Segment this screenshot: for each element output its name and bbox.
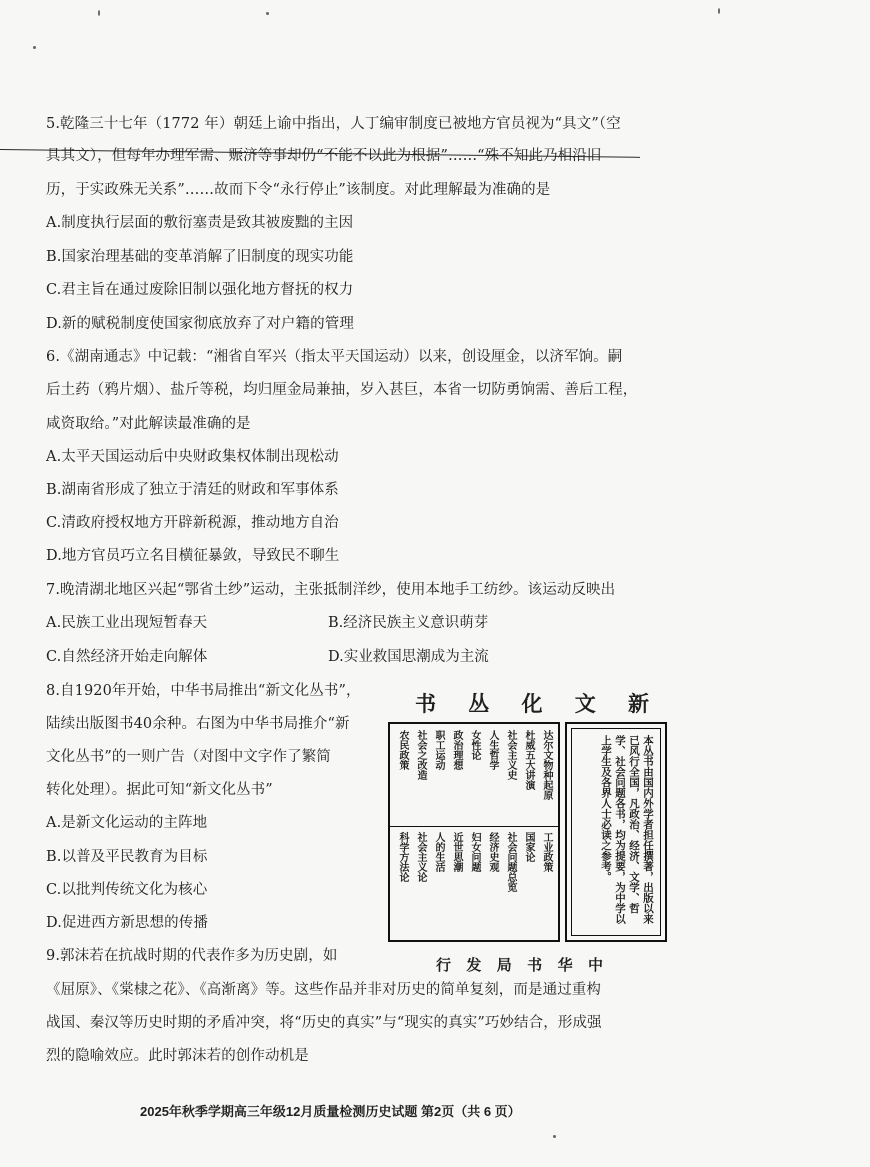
q6-stem-line-1: 6.《湖南通志》中记载：“湘省自军兴（指太平天国运动）以来，创设厘金，以济军饷。嗣 [46,349,623,365]
advert-publisher [436,954,606,975]
advert-book-title: 近世思潮 [451,832,462,872]
advert-book-title: 达尔文物种起原 [541,730,552,800]
advert-title-char: 书 [415,691,442,716]
q6-stem-line-3: 咸资取给。”对此解读最准确的是 [46,416,251,432]
q9-stem-line-4: 烈的隐喻效应。此时郭沫若的创作动机是 [46,1048,309,1064]
advert-book-title: 农民政策 [397,730,408,770]
q9-stem-line-2: 《屈原》、《棠棣之花》、《高渐离》等。这些作品并非对历史的简单复刻，而是通过重构 [46,982,601,998]
advert-publisher-char: 华 [557,956,576,974]
q9-stem-line-3: 战国、秦汉等历史时期的矛盾冲突，将“历史的真实”与“现实的真实”巧妙结合，形成强 [46,1015,602,1031]
q5-option-c: C.君主旨在通过废除旧制以强化地方督抚的权力 [46,282,354,298]
advert-title-char: 新 [628,691,655,716]
q9-stem-line-1: 9.郭沫若在抗战时期的代表作多为历史剧，如 [46,948,338,964]
advert-publisher-char: 行 [436,956,455,974]
q7-stem: 7.晚清湖北地区兴起“鄂省土纱”运动，主张抵制洋纱，使用本地手工纺纱。该运动反映出 [46,582,616,598]
scan-speck [553,1135,556,1138]
advert-title-char: 化 [521,691,549,716]
advert-book-title: 妇女问题 [469,832,480,872]
q5-option-a: A.制度执行层面的敷衍塞责是致其被废黜的主因 [46,215,354,231]
q8-stem-line-3: 文化丛书”的一则广告（对图中文字作了繁简 [46,749,331,765]
scan-speck [266,12,269,15]
q6-option-b: B.湖南省形成了独立于清廷的财政和军事体系 [46,482,339,498]
q6-option-a: A.太平天国运动后中央财政集权体制出现松动 [46,449,339,465]
advert-book-title: 社会问题总览 [505,832,516,892]
advert-title-char: 文 [574,691,602,716]
q8-option-b: B.以普及平民教育为目标 [46,849,208,865]
q6-option-d: D.地方官员巧立名目横征暴敛，导致民不聊生 [46,548,340,564]
q8-option-a: A.是新文化运动的主阵地 [46,815,208,831]
advert-book-list [388,722,560,942]
q8-stem-line-1: 8.自1920年开始，中华书局推出“新文化丛书”， [46,683,361,699]
advert-divider [390,826,558,827]
q6-option-c: C.清政府授权地方开辟新税源，推动地方自治 [46,515,339,531]
advert-book-title: 政治理想 [451,730,462,770]
advert-book-title: 杜威五大讲演 [523,730,534,790]
advert-book-title: 人的生活 [433,832,444,872]
advert-book-title: 国家论 [523,832,534,862]
q6-stem-line-2: 后土药（鸦片烟）、盐斤等税，均归厘金局兼抽，岁入甚巨，本省一切防勇饷需、善后工程， [46,382,638,398]
q8-stem-line-2: 陆续出版图书40余种。右图为中华书局推介“新 [46,716,350,732]
advert-publisher-char: 中 [587,956,606,974]
page-footer: 2025年秋季学期高三年级12月质量检测历史试题 第2页（共 6 页） [140,1104,521,1119]
scan-speck [718,8,720,14]
advert-book-title: 社会主义论 [415,832,426,882]
advert-book-title: 社会主义史 [505,730,516,780]
q7-option-b: B.经济民族主义意识萌芽 [328,615,489,631]
advert-notice-box [565,722,667,942]
q8-stem-line-4: 转化处理）。据此可知“新文化丛书” [46,782,273,798]
scan-speck [98,10,100,16]
q5-stem-line-3: 历，于实政殊无关系”……故而下令“永行停止”该制度。对此理解最为准确的是 [46,182,551,198]
q5-option-b: B.国家治理基础的变革消解了旧制度的现实功能 [46,249,354,265]
q7-option-c: C.自然经济开始走向解体 [46,649,208,665]
advert-title-char: 丛 [468,691,496,716]
advert-notice-text: 本丛书由国内外学者担任撰著，出版以来已风行全国，凡政治、经济、文学、哲学、社会问题各书，均为提要，为中学以上学生及各界人士必读之参考。 [571,728,661,936]
q8-option-d: D.促进西方新思想的传播 [46,915,208,931]
q8-option-c: C.以批判传统文化为核心 [46,882,208,898]
advert-book-title: 工业政策 [541,832,552,872]
q7-option-d: D.实业救国思潮成为主流 [328,649,489,665]
advert-book-title: 社会之改造 [415,730,426,780]
advert-publisher-char: 书 [527,956,546,974]
advert-book-title: 科学方法论 [397,832,408,882]
advert-book-title: 职工运动 [433,730,444,770]
q5-option-d: D.新的赋税制度使国家彻底放弃了对户籍的管理 [46,316,354,332]
q7-option-a: A.民族工业出现短暂春天 [46,615,208,631]
advert-publisher-char: 发 [466,956,485,974]
q5-stem-line-1: 5.乾隆三十七年（1772 年）朝廷上谕中指出，人丁编审制度已被地方官员视为“具文”（空 [46,116,621,132]
advert-book-title: 经济史观 [487,832,498,872]
advert-title [415,688,655,718]
advert-publisher-char: 局 [496,956,515,974]
advert-book-title: 人生哲学 [487,730,498,770]
q5-stem-line-2: 具其文），但每年办理军需、赈济等事却仍“不能不以此为根据”……“殊不知此乃相沿旧 [46,148,602,164]
scan-speck [33,46,36,49]
advert-book-title: 女性论 [469,730,480,760]
